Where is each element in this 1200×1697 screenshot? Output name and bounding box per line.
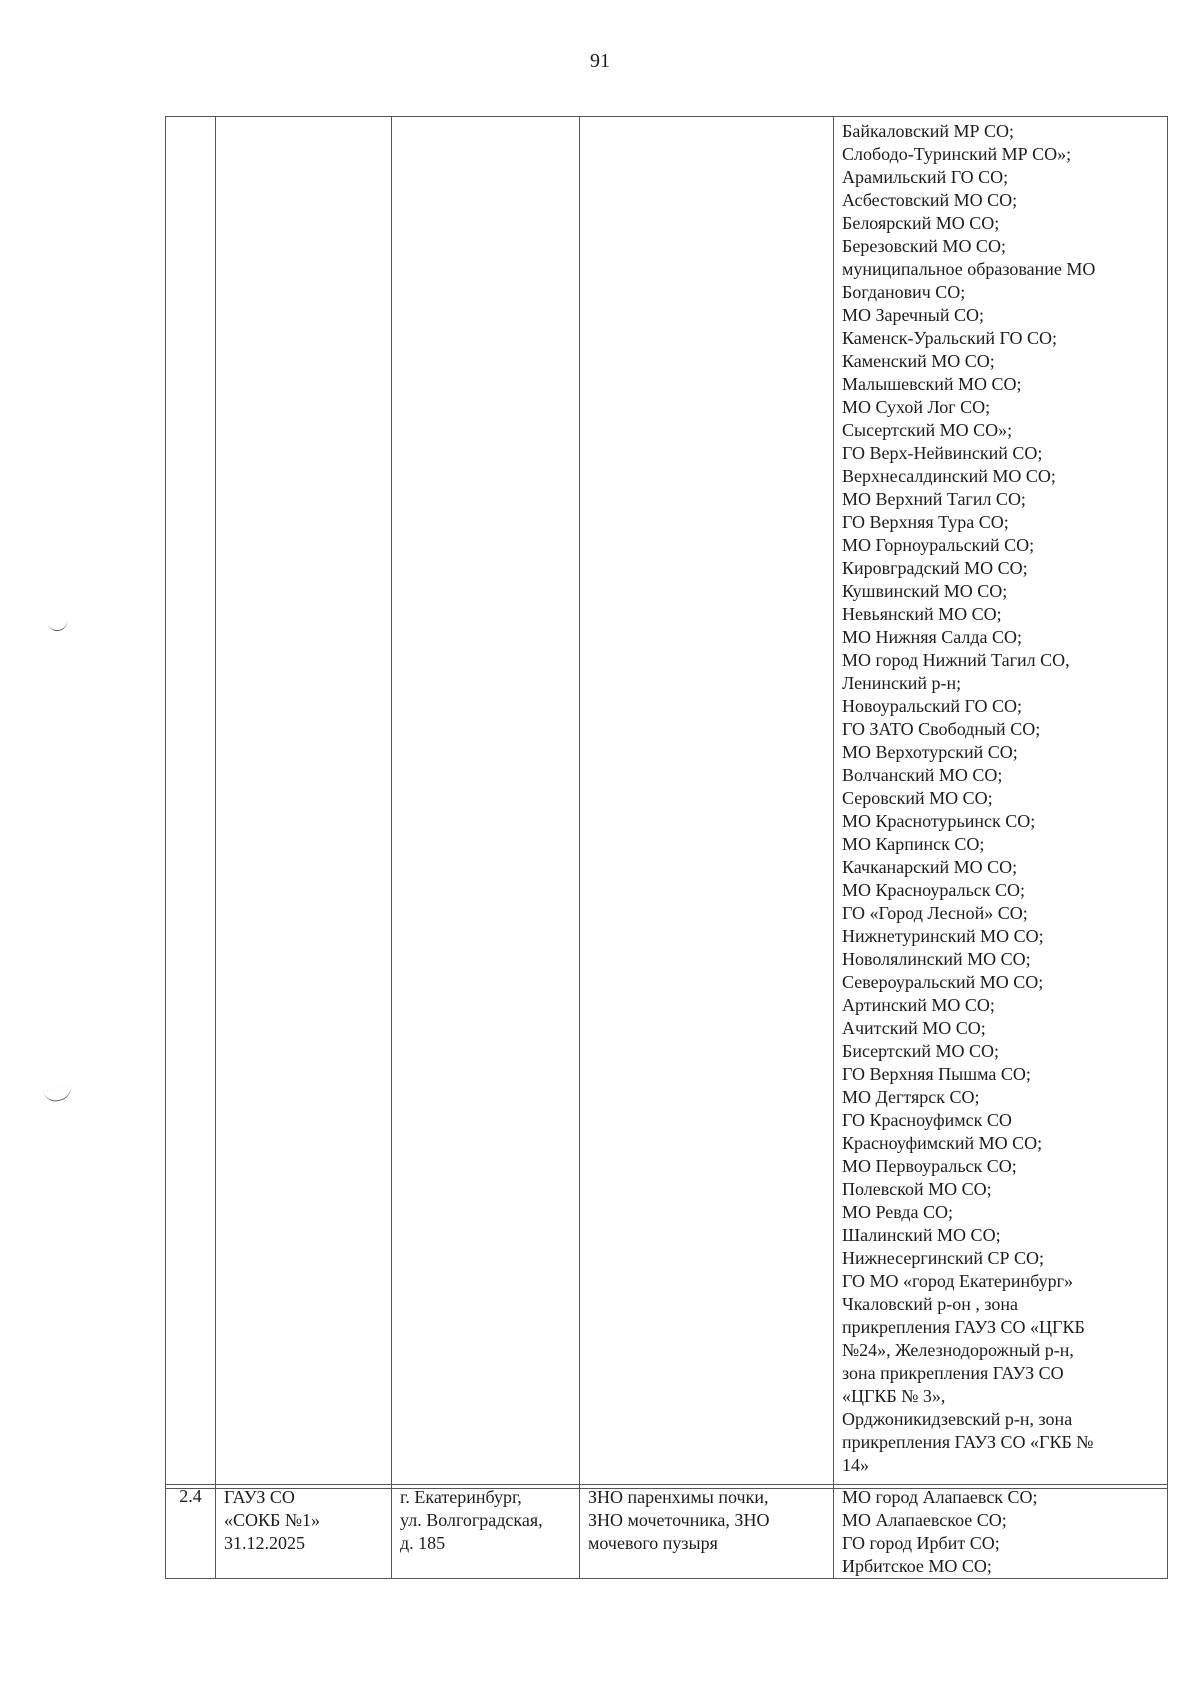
area-line: ГО Верхняя Тура СО; (842, 512, 1009, 532)
organization-date: 31.12.2025 (224, 1533, 305, 1553)
area-line: Чкаловский р-он , зона (842, 1294, 1018, 1314)
cell-organization-empty (216, 117, 392, 1489)
cell-profile-empty (580, 117, 834, 1489)
area-line: Новолялинский МО СО; (842, 949, 1031, 969)
area-line: МО Дегтярск СО; (842, 1087, 980, 1107)
cell-organization (216, 1485, 392, 1579)
continued-table-row (165, 116, 1168, 1489)
profile-line: ЗНО паренхимы почки, (588, 1487, 769, 1507)
area-line: МО город Алапаевск СО; (842, 1487, 1038, 1507)
area-line: Невьянский МО СО; (842, 604, 1002, 624)
area-line: Шалинский МО СО; (842, 1225, 1001, 1245)
area-line: Качканарский МО СО; (842, 857, 1018, 877)
area-line: ГО Красноуфимск СО (842, 1110, 1012, 1130)
area-line: Артинский МО СО; (842, 995, 995, 1015)
table-row-2-4 (165, 1484, 1168, 1579)
area-line: ГО Верх-Нейвинский СО; (842, 443, 1043, 463)
area-line: Березовский МО СО; (842, 236, 1006, 256)
area-line: МО Краснотурьинск СО; (842, 811, 1036, 831)
scan-margin-mark (43, 1085, 73, 1104)
cell-attached-areas (834, 1485, 1168, 1579)
area-line: «ЦГКБ № 3», (842, 1386, 946, 1406)
area-line: МО Первоуральск СО; (842, 1156, 1017, 1176)
area-line: МО город Нижний Тагил СО, (842, 650, 1070, 670)
area-line: Ленинский р-н; (842, 673, 962, 693)
area-line: Волчанский МО СО; (842, 765, 1003, 785)
area-line: МО Красноуральск СО; (842, 880, 1026, 900)
cell-row-number: 2.4 (166, 1485, 216, 1579)
cell-attached-areas (834, 117, 1168, 1489)
area-line: Арамильский ГО СО; (842, 167, 1009, 187)
area-line: 14» (842, 1455, 869, 1475)
area-line: Североуральский МО СО; (842, 972, 1044, 992)
area-line: МО Карпинск СО; (842, 834, 985, 854)
area-line: №24», Железнодорожный р-н, (842, 1340, 1074, 1360)
profile-line: ЗНО мочеточника, ЗНО (588, 1510, 770, 1530)
organization-line: ГАУЗ СО (224, 1487, 295, 1507)
area-line: Байкаловский МР СО; (842, 121, 1014, 141)
area-line: Бисертский МО СО; (842, 1041, 1000, 1061)
scan-margin-mark (47, 618, 69, 632)
area-line: Ачитский МО СО; (842, 1018, 986, 1038)
area-line: Каменск-Уральский ГО СО; (842, 328, 1057, 348)
area-line: муниципальное образование МО (842, 259, 1096, 279)
area-line: ГО город Ирбит СО; (842, 1533, 1000, 1553)
area-line: ГО ЗАТО Свободный СО; (842, 719, 1041, 739)
area-line: ГО Верхняя Пышма СО; (842, 1064, 1031, 1084)
address-line: ул. Волгоградская, (400, 1510, 543, 1530)
area-line: Асбестовский МО СО; (842, 190, 1018, 210)
cell-address-empty (392, 117, 580, 1489)
area-line: Каменский МО СО; (842, 351, 995, 371)
area-line: Сысертский МО СО»; (842, 420, 1013, 440)
cell-number-empty (166, 117, 216, 1489)
area-line: Малышевский МО СО; (842, 374, 1022, 394)
area-line: МО Сухой Лог СО; (842, 397, 991, 417)
area-line: Серовский МО СО; (842, 788, 993, 808)
organization-line: «СОКБ №1» (224, 1510, 321, 1530)
area-line: Ирбитское МО СО; (842, 1556, 992, 1576)
area-line: МО Верхотурский СО; (842, 742, 1018, 762)
area-line: МО Ревда СО; (842, 1202, 953, 1222)
area-line: прикрепления ГАУЗ СО «ЦГКБ (842, 1317, 1085, 1337)
area-line: Белоярский МО СО; (842, 213, 1000, 233)
area-line: Богданович СО; (842, 282, 966, 302)
profile-line: мочевого пузыря (588, 1533, 718, 1553)
area-line: ГО «Город Лесной» СО; (842, 903, 1028, 923)
page-number: 91 (590, 50, 610, 72)
area-line: МО Верхний Тагил СО; (842, 489, 1026, 509)
area-line: зона прикрепления ГАУЗ СО (842, 1363, 1064, 1383)
area-line: ГО МО «город Екатеринбург» (842, 1271, 1074, 1291)
area-line: МО Нижняя Салда СО; (842, 627, 1023, 647)
address-line: д. 185 (400, 1533, 446, 1553)
area-line: МО Горноуральский СО; (842, 535, 1035, 555)
area-line: Нижнесергинский СР СО; (842, 1248, 1045, 1268)
area-line: Кушвинский МО СО; (842, 581, 1008, 601)
cell-profile (580, 1485, 834, 1579)
area-line: МО Алапаевское СО; (842, 1510, 1007, 1530)
area-line: Верхнесалдинский МО СО; (842, 466, 1056, 486)
area-line: Новоуральский ГО СО; (842, 696, 1022, 716)
address-line: г. Екатеринбург, (400, 1487, 522, 1507)
area-line: МО Заречный СО; (842, 305, 984, 325)
area-line: прикрепления ГАУЗ СО «ГКБ № (842, 1432, 1094, 1452)
area-line: Нижнетуринский МО СО; (842, 926, 1044, 946)
area-line: Слободо-Туринский МР СО»; (842, 144, 1072, 164)
area-line: Красноуфимский МО СО; (842, 1133, 1043, 1153)
area-line: Орджоникидзевский р-н, зона (842, 1409, 1073, 1429)
area-line: Кировградский МО СО; (842, 558, 1028, 578)
cell-address (392, 1485, 580, 1579)
area-line: Полевской МО СО; (842, 1179, 992, 1199)
